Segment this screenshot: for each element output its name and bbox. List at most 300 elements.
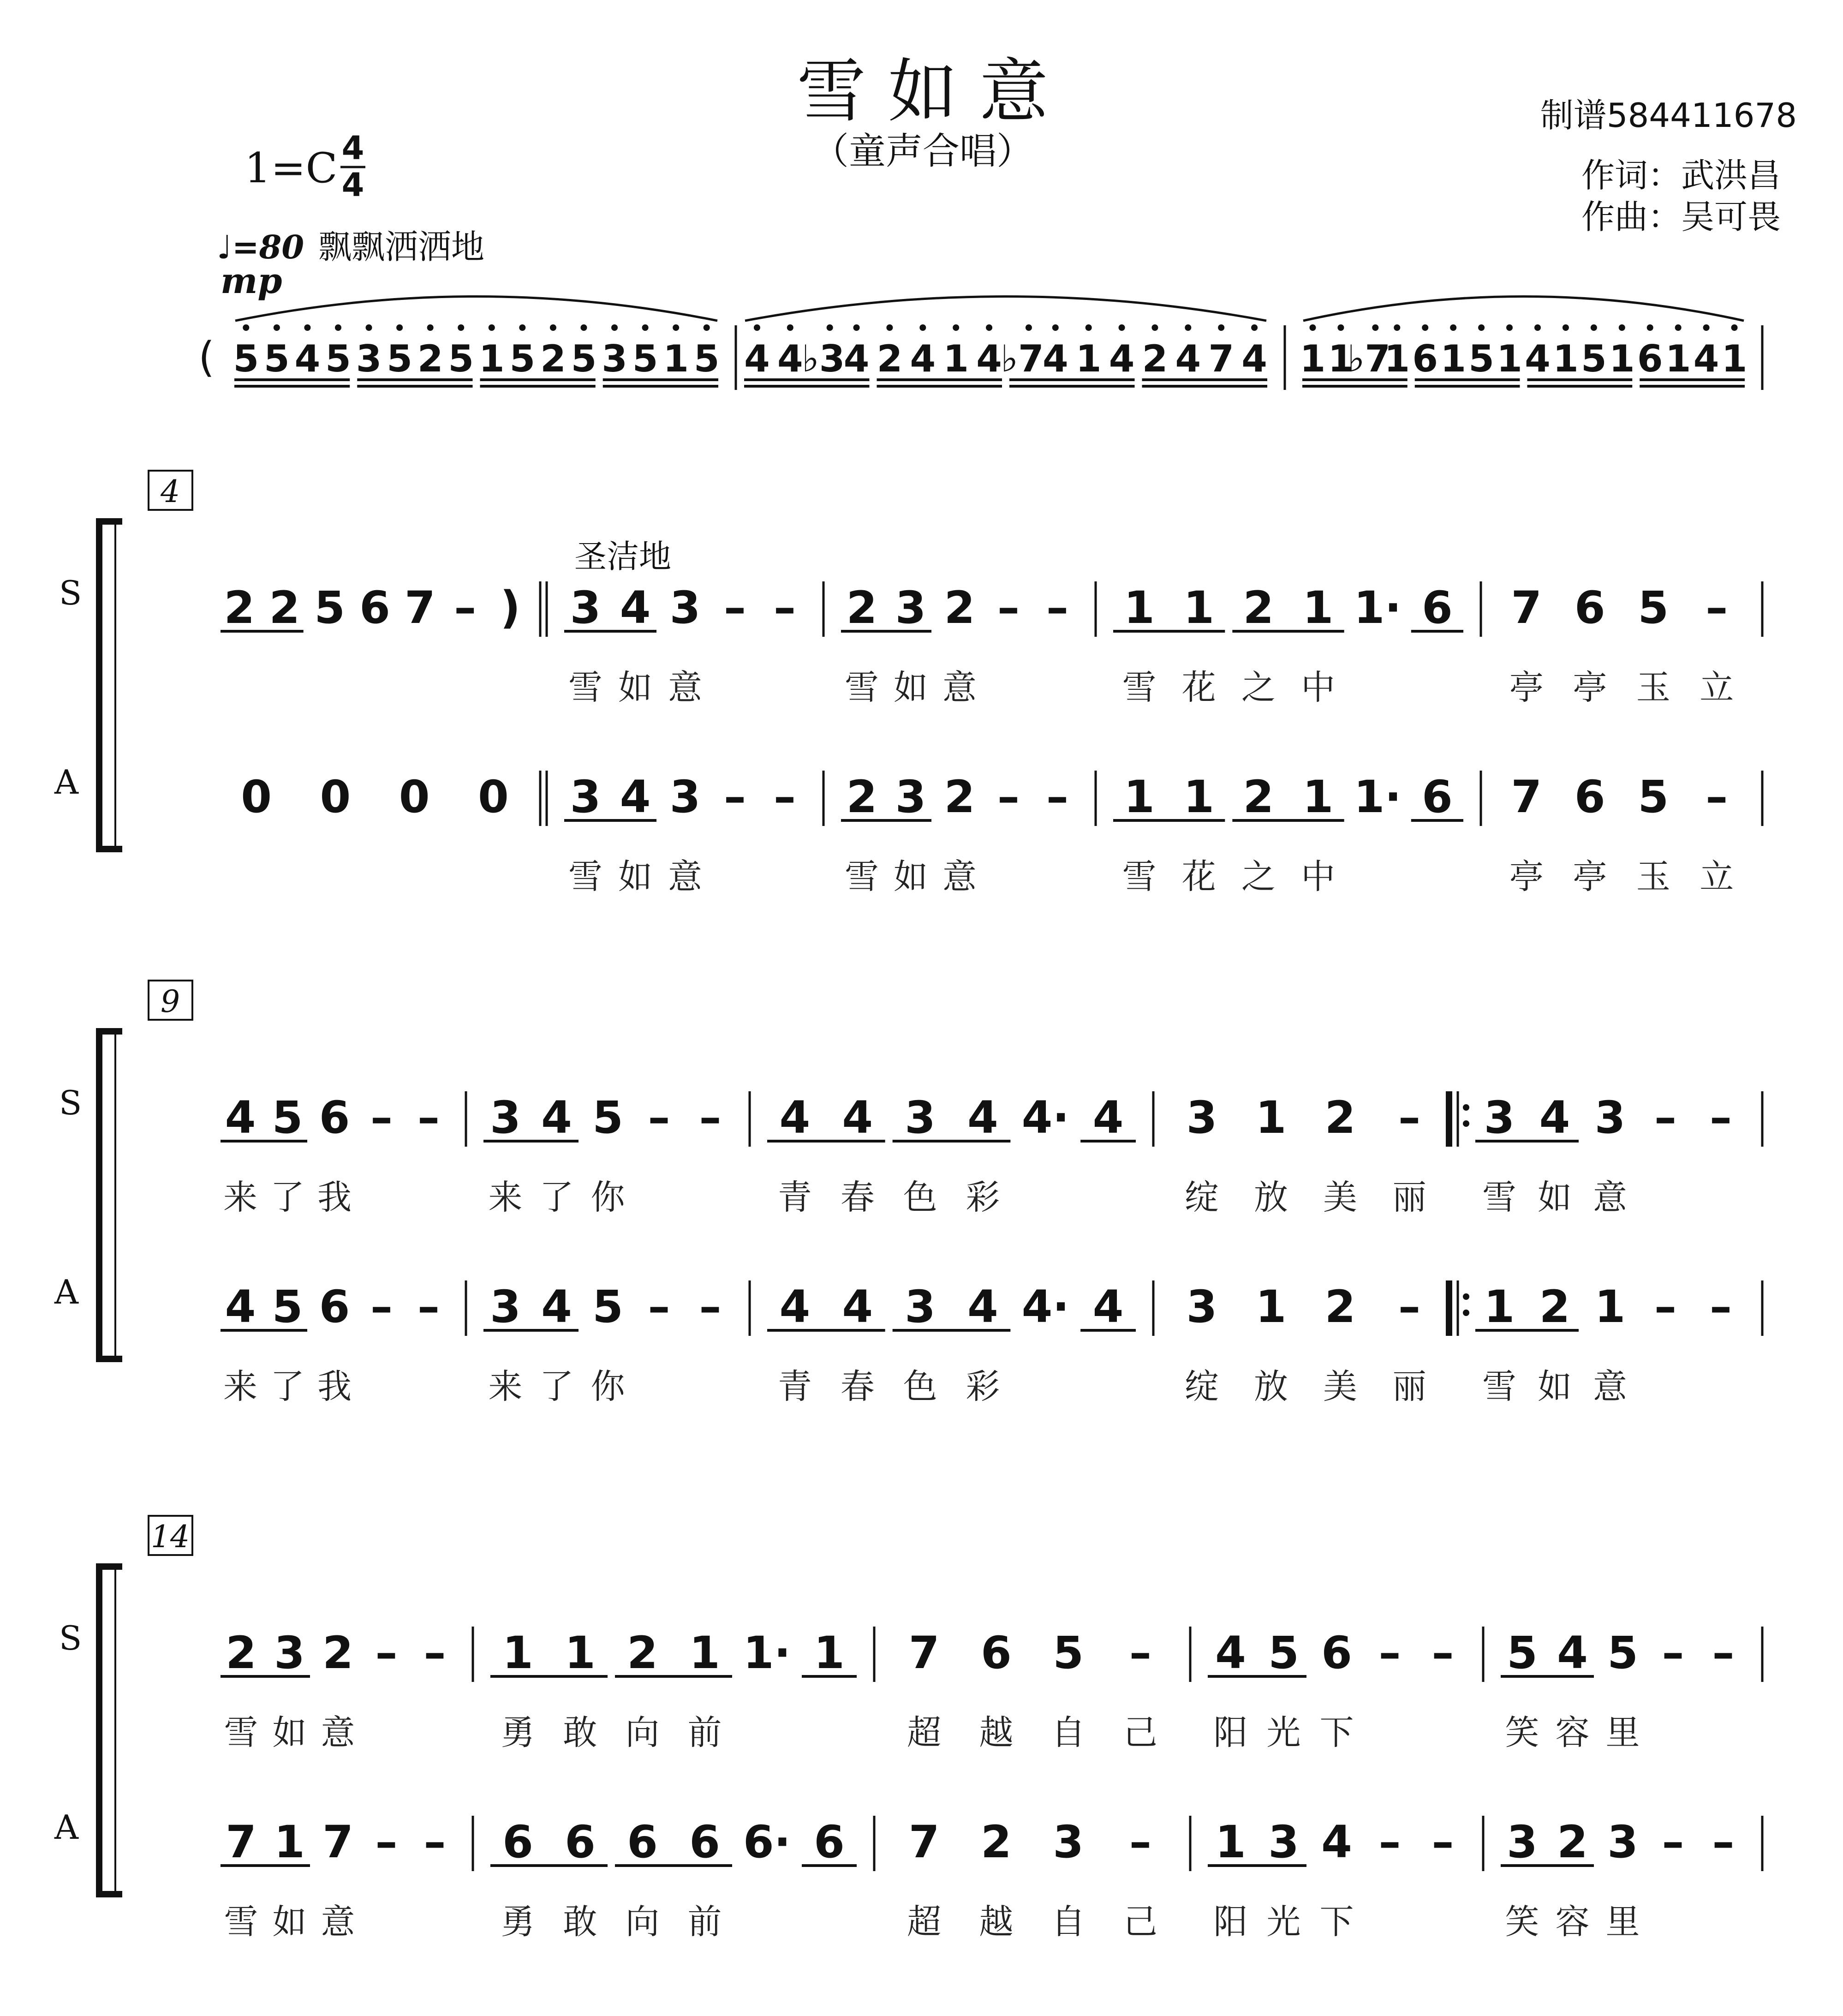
alto-lyric: 意 <box>1593 1367 1627 1406</box>
alto-note: 4 <box>1092 1281 1124 1333</box>
alto-note: 3 <box>490 1281 521 1333</box>
soprano-note: 3 <box>669 582 701 634</box>
alto-lyric: 玉 <box>1636 857 1670 897</box>
intro-note: 2 <box>1142 337 1168 380</box>
alto-note: 0 <box>320 771 351 823</box>
intro-note: 5 <box>1581 337 1607 380</box>
octave-dot <box>1619 324 1625 331</box>
alto-note: 5 <box>592 1281 623 1333</box>
alto-note: 4 <box>842 1281 873 1333</box>
intro-note: 3 <box>356 337 382 380</box>
alto-lyric: 阳 <box>1213 1902 1248 1942</box>
alto-note: 3 <box>669 771 701 823</box>
alto-note: 3 <box>570 771 601 823</box>
measure-number: 4 <box>161 474 180 509</box>
octave-dot <box>611 324 618 331</box>
octave-dot <box>1086 324 1092 331</box>
alto-note: 5 <box>272 1281 303 1333</box>
alto-note: – <box>423 1816 446 1868</box>
alto-lyric: 意 <box>942 857 977 897</box>
intro-note: 1 <box>1609 337 1635 380</box>
soprano-lyric: 之 <box>1241 668 1276 707</box>
soprano-note: 2 <box>1324 1092 1356 1143</box>
soprano-lyric: 我 <box>317 1178 352 1217</box>
soprano-note: 3 <box>1594 1092 1626 1143</box>
alto-note: 1 <box>1215 1816 1246 1868</box>
alto-note: 6· <box>743 1816 791 1868</box>
time-signature-top: 4 <box>341 129 364 167</box>
soprano-note: 2 <box>269 582 300 634</box>
soprano-lyric: 里 <box>1605 1713 1640 1753</box>
octave-dot <box>1119 324 1125 331</box>
octave-dot <box>1478 324 1485 331</box>
intro-note: 1 <box>943 337 969 380</box>
intro-note: 2 <box>417 337 443 380</box>
soprano-lyric: 雪 <box>224 1713 258 1753</box>
time-signature-bottom: 4 <box>341 166 364 204</box>
alto-note: – <box>375 1816 398 1868</box>
intro-note: 1 <box>1300 337 1326 380</box>
soprano-lyric: 放 <box>1254 1178 1288 1217</box>
intro-note: 1 <box>1553 337 1579 380</box>
soprano-note: – <box>699 1092 722 1143</box>
soprano-note: – <box>1706 582 1728 634</box>
alto-lyric: 美 <box>1323 1367 1357 1406</box>
alto-note: 1 <box>1302 771 1334 823</box>
soprano-note: 4 <box>842 1092 873 1143</box>
alto-lyric: 笑 <box>1505 1902 1539 1942</box>
alto-lyric: 雪 <box>224 1902 258 1942</box>
soprano-note: 3 <box>1186 1092 1217 1143</box>
soprano-lyric: 意 <box>942 668 977 707</box>
voice-label-soprano: S <box>59 1619 82 1657</box>
soprano-note: 4 <box>225 1092 256 1143</box>
alto-note: 4 <box>1321 1816 1352 1868</box>
intro-note: 1 <box>1384 337 1410 380</box>
soprano-lyric: 意 <box>668 668 702 707</box>
soprano-lyric: 雪 <box>845 668 879 707</box>
soprano-note: – <box>1662 1627 1684 1679</box>
soprano-lyric: 花 <box>1181 668 1216 707</box>
soprano-lyric: 来 <box>223 1178 257 1217</box>
soprano-lyric: 雪 <box>1122 668 1157 707</box>
repeat-dot <box>1463 1104 1469 1111</box>
soprano-note: – <box>375 1627 398 1679</box>
alto-note: – <box>1662 1816 1684 1868</box>
soprano-note: 1 <box>565 1627 596 1679</box>
intro-note: ♭3 <box>801 337 845 380</box>
page-title: 雪 如 意 <box>797 52 1049 132</box>
system-14 <box>54 1516 1762 1942</box>
soprano-note: – <box>370 1092 393 1143</box>
system-9 <box>54 981 1762 1406</box>
soprano-lyric: 越 <box>979 1713 1014 1753</box>
soprano-lyric: 立 <box>1700 668 1734 707</box>
alto-note: 7 <box>908 1816 940 1868</box>
intro-note: 4 <box>777 337 803 380</box>
alto-lyric: 放 <box>1254 1367 1288 1406</box>
soprano-note: 6 <box>980 1627 1012 1679</box>
soprano-lyric: 青 <box>777 1178 812 1217</box>
intro-note: ♭7 <box>1001 337 1044 380</box>
repeat-thick-bar <box>1446 1280 1452 1336</box>
soprano-note: – <box>1712 1627 1735 1679</box>
alto-note: 3 <box>1053 1816 1084 1868</box>
octave-dot <box>1185 324 1191 331</box>
soprano-note: 4 <box>779 1092 811 1143</box>
soprano-note: 4 <box>620 582 651 634</box>
intro-note: 4 <box>976 337 1002 380</box>
soprano-lyric: 阳 <box>1213 1713 1248 1753</box>
alto-note: 7 <box>226 1816 256 1868</box>
intro-note: ♭7 <box>1347 337 1391 380</box>
alto-note: 3 <box>895 771 926 823</box>
alto-note: – <box>1654 1281 1676 1333</box>
repeat-thick-bar <box>1446 1091 1452 1147</box>
soprano-note: – <box>423 1627 446 1679</box>
alto-lyric: 了 <box>539 1367 574 1406</box>
alto-note: – <box>1706 771 1728 823</box>
alto-note: 2 <box>1324 1281 1356 1333</box>
alto-lyric: 雪 <box>568 857 602 897</box>
alto-note: – <box>370 1281 393 1333</box>
soprano-note: – <box>648 1092 670 1143</box>
alto-note: 2 <box>846 771 877 823</box>
alto-lyric: 勇 <box>501 1902 535 1942</box>
alto-note: – <box>724 771 746 823</box>
alto-note: – <box>418 1281 440 1333</box>
soprano-note: 2 <box>322 1627 353 1679</box>
intro-note: 4 <box>744 337 770 380</box>
octave-dot <box>274 324 280 331</box>
alto-lyric: 越 <box>979 1902 1014 1942</box>
soprano-lyric: 如 <box>894 668 928 707</box>
intro-note: 5 <box>325 337 351 380</box>
soprano-note: 2 <box>944 582 975 634</box>
soprano-note: 3 <box>905 1092 936 1143</box>
soprano-lyric: 如 <box>1538 1178 1572 1217</box>
intro-note: 5 <box>233 337 259 380</box>
alto-note: 4 <box>620 771 651 823</box>
soprano-lyric: 敢 <box>563 1713 597 1753</box>
system-bracket <box>99 521 122 849</box>
octave-dot <box>919 324 926 331</box>
alto-lyric: 容 <box>1555 1902 1590 1942</box>
voice-label-alto: A <box>54 1808 78 1847</box>
measure-number: 9 <box>161 984 180 1019</box>
soprano-note: 4 <box>967 1092 998 1143</box>
octave-dot <box>787 324 793 331</box>
soprano-lyric: 玉 <box>1636 668 1670 707</box>
alto-lyric: 如 <box>894 857 928 897</box>
intro-note: 4 <box>1042 337 1068 380</box>
system-bracket <box>99 1031 122 1359</box>
intro-note: 1 <box>1497 337 1522 380</box>
alto-note: – <box>1712 1816 1735 1868</box>
alto-lyric: 超 <box>907 1902 942 1942</box>
octave-dot <box>1151 324 1158 331</box>
soprano-note: 4 <box>1092 1092 1124 1143</box>
soprano-note: 5 <box>314 582 346 634</box>
alto-note: 6 <box>502 1816 533 1868</box>
alto-lyric: 里 <box>1605 1902 1640 1942</box>
intro-note: 4 <box>1241 337 1267 380</box>
alto-note: 1 <box>1594 1281 1626 1333</box>
octave-dot <box>1026 324 1032 331</box>
octave-dot <box>1647 324 1653 331</box>
soprano-note: – <box>1129 1627 1151 1679</box>
soprano-note: – <box>1710 1092 1732 1143</box>
soprano-note: 1 <box>1124 582 1155 634</box>
alto-note: 0 <box>241 771 272 823</box>
intro-note: 5 <box>571 337 597 380</box>
soprano-lyric: 来 <box>488 1178 523 1217</box>
intro-note: 4 <box>1693 337 1719 380</box>
alto-lyric: 色 <box>903 1367 937 1406</box>
page-subtitle: （童声合唱） <box>812 130 1033 173</box>
alto-note: 6 <box>689 1816 720 1868</box>
intro-note: 6 <box>1637 337 1663 380</box>
maker-label: 制谱584411678 <box>1540 96 1797 135</box>
system-bracket <box>99 1567 122 1894</box>
soprano-note: 4 <box>1539 1092 1570 1143</box>
octave-dot <box>1450 324 1456 331</box>
soprano-lyric: 亭 <box>1509 668 1544 707</box>
soprano-note: 1 <box>1302 582 1334 634</box>
alto-lyric: 下 <box>1319 1902 1354 1942</box>
soprano-note: 4 <box>1557 1627 1588 1679</box>
voice-label-soprano: S <box>59 1083 82 1122</box>
octave-dot <box>953 324 959 331</box>
alto-lyric: 来 <box>223 1367 257 1406</box>
alto-note: 2 <box>944 771 975 823</box>
intro-note: 4 <box>910 337 936 380</box>
octave-dot <box>642 324 649 331</box>
lyricist-label: 作词：武洪昌 <box>1581 156 1781 195</box>
octave-dot <box>366 324 372 331</box>
alto-lyric: 亭 <box>1509 857 1544 897</box>
octave-dot <box>1591 324 1597 331</box>
alto-note: 4 <box>967 1281 998 1333</box>
octave-dot <box>458 324 464 331</box>
soprano-note: 7 <box>908 1627 940 1679</box>
alto-note: 4 <box>541 1281 572 1333</box>
alto-note: – <box>1129 1816 1151 1868</box>
soprano-lyric: 丽 <box>1392 1178 1426 1217</box>
octave-dot <box>1337 324 1344 331</box>
alto-note: 0 <box>399 771 430 823</box>
octave-dot <box>986 324 992 331</box>
soprano-note: 3 <box>490 1092 521 1143</box>
alto-note: – <box>1710 1281 1732 1333</box>
repeat-dot <box>1463 1310 1469 1316</box>
phrase-slur <box>235 297 717 321</box>
repeat-dot <box>1463 1293 1469 1300</box>
alto-lyric: 如 <box>272 1902 307 1942</box>
alto-note: 1 <box>1124 771 1155 823</box>
octave-dot <box>519 324 525 331</box>
soprano-lyric: 了 <box>539 1178 574 1217</box>
phrase-slur <box>745 297 1266 321</box>
soprano-note: 5 <box>1268 1627 1299 1679</box>
soprano-lyric: 彩 <box>966 1178 1000 1217</box>
alto-lyric: 如 <box>618 857 652 897</box>
intro-note: 1 <box>1721 337 1748 380</box>
octave-dot <box>1218 324 1224 331</box>
alto-lyric: 春 <box>840 1367 875 1406</box>
soprano-lyric: 如 <box>272 1713 307 1753</box>
octave-dot <box>1309 324 1316 331</box>
soprano-note: – <box>997 582 1020 634</box>
soprano-note: 1· <box>743 1627 791 1679</box>
soprano-lyric: 色 <box>903 1178 937 1217</box>
soprano-note: 7 <box>1511 582 1542 634</box>
soprano-lyric: 笑 <box>1505 1713 1539 1753</box>
soprano-note: 2 <box>226 1627 256 1679</box>
soprano-note: 1 <box>1183 582 1215 634</box>
phrase-slur <box>1303 297 1744 321</box>
intro-note: 1 <box>663 337 689 380</box>
alto-note: 7 <box>1511 771 1542 823</box>
measure-number: 14 <box>151 1519 190 1555</box>
octave-dot <box>1052 324 1059 331</box>
soprano-note: 2 <box>627 1627 658 1679</box>
alto-note: 1 <box>1484 1281 1515 1333</box>
alto-note: 1· <box>1354 771 1402 823</box>
repeat-dot <box>1463 1120 1469 1127</box>
alto-note: 2 <box>980 1816 1012 1868</box>
key-signature: 1=C <box>245 144 338 192</box>
soprano-note: 1· <box>1354 582 1402 634</box>
octave-dot <box>1675 324 1682 331</box>
soprano-note: – <box>418 1092 440 1143</box>
intro-note: 4 <box>1175 337 1201 380</box>
alto-note: 4 <box>779 1281 811 1333</box>
alto-note: 6 <box>627 1816 658 1868</box>
alto-note: – <box>1398 1281 1420 1333</box>
intro-note: 1 <box>1440 337 1466 380</box>
alto-note: 6 <box>1422 771 1453 823</box>
alto-lyric: 雪 <box>1482 1367 1516 1406</box>
octave-dot <box>1251 324 1258 331</box>
alto-lyric: 己 <box>1123 1902 1157 1942</box>
intro-note: 3 <box>602 337 627 380</box>
voice-label-soprano: S <box>59 574 82 612</box>
intro-note: 2 <box>540 337 566 380</box>
octave-dot <box>580 324 587 331</box>
octave-dot <box>550 324 556 331</box>
soprano-lyric: 意 <box>1593 1178 1627 1217</box>
soprano-note: – <box>1046 582 1068 634</box>
octave-dot <box>1534 324 1541 331</box>
system-4 <box>54 471 1762 897</box>
octave-dot <box>396 324 403 331</box>
alto-lyric: 自 <box>1051 1902 1086 1942</box>
soprano-note: 7 <box>404 582 435 634</box>
alto-note: 6 <box>565 1816 596 1868</box>
soprano-note: – <box>1431 1627 1454 1679</box>
octave-dot <box>1372 324 1378 331</box>
alto-lyric: 意 <box>668 857 702 897</box>
octave-dot <box>853 324 860 331</box>
intro-note: 1 <box>1075 337 1102 380</box>
soprano-note: – <box>724 582 746 634</box>
alto-lyric: 光 <box>1266 1902 1301 1942</box>
octave-dot <box>704 324 710 331</box>
alto-note: 3 <box>1607 1816 1638 1868</box>
alto-lyric: 立 <box>1700 857 1734 897</box>
intro-open-paren: ( <box>198 333 215 382</box>
alto-note: 2 <box>1539 1281 1570 1333</box>
soprano-note: 6 <box>1321 1627 1352 1679</box>
soprano-note: 1 <box>689 1627 720 1679</box>
alto-lyric: 意 <box>321 1902 355 1942</box>
alto-note: 3 <box>1268 1816 1299 1868</box>
intro-note: 5 <box>387 337 412 380</box>
soprano-lyric: 雪 <box>1482 1178 1516 1217</box>
alto-note: 3 <box>1186 1281 1217 1333</box>
intro-note: 4 <box>1109 337 1135 380</box>
soprano-note: 3 <box>1484 1092 1515 1143</box>
alto-lyric: 了 <box>270 1367 304 1406</box>
alto-lyric: 你 <box>590 1367 625 1406</box>
octave-dot <box>243 324 249 331</box>
soprano-lyric: 美 <box>1323 1178 1357 1217</box>
alto-lyric: 雪 <box>1122 857 1157 897</box>
alto-lyric: 前 <box>687 1902 722 1942</box>
alto-lyric: 之 <box>1241 857 1276 897</box>
soprano-note: 5 <box>1638 582 1669 634</box>
soprano-lyric: 向 <box>625 1713 660 1753</box>
soprano-lyric: 超 <box>907 1713 942 1753</box>
alto-lyric: 敢 <box>563 1902 597 1942</box>
soprano-note: 6 <box>1422 582 1453 634</box>
soprano-lyric: 春 <box>840 1178 875 1217</box>
octave-dot <box>427 324 434 331</box>
intro-note: 6 <box>1412 337 1438 380</box>
soprano-note: 3 <box>570 582 601 634</box>
alto-note: 1 <box>1255 1281 1287 1333</box>
alto-note: 6 <box>814 1816 845 1868</box>
octave-dot <box>1563 324 1569 331</box>
octave-dot <box>489 324 495 331</box>
octave-dot <box>1506 324 1513 331</box>
alto-note: – <box>1046 771 1068 823</box>
soprano-lyric: 自 <box>1051 1713 1086 1753</box>
soprano-note: 1 <box>1255 1092 1287 1143</box>
alto-lyric: 向 <box>625 1902 660 1942</box>
alto-lyric: 彩 <box>966 1367 1000 1406</box>
intro-line <box>233 297 1762 390</box>
intro-note: 1 <box>1665 337 1691 380</box>
alto-note: 3 <box>905 1281 936 1333</box>
soprano-note: 5 <box>1507 1627 1538 1679</box>
alto-note: 7 <box>322 1816 353 1868</box>
soprano-lyric: 雪 <box>568 668 602 707</box>
alto-note: 6 <box>1574 771 1605 823</box>
octave-dot <box>1394 324 1400 331</box>
soprano-lyric: 容 <box>1555 1713 1590 1753</box>
soprano-note: ) <box>500 582 521 634</box>
soprano-lyric: 勇 <box>501 1713 535 1753</box>
voice-label-alto: A <box>54 1273 78 1311</box>
expression-mark: 飘飘洒洒地 <box>318 227 485 266</box>
soprano-note: 2 <box>1243 582 1274 634</box>
intro-note: 5 <box>632 337 658 380</box>
soprano-lyric: 前 <box>687 1713 722 1753</box>
dynamic-mark: mp <box>221 260 282 301</box>
alto-note: 5 <box>1638 771 1669 823</box>
